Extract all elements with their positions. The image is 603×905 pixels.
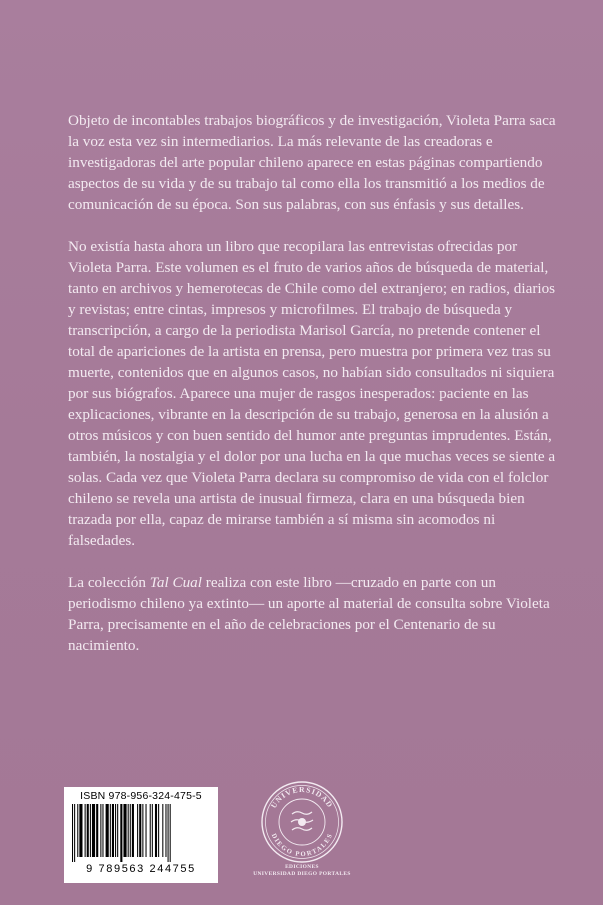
barcode-bar [87, 804, 89, 857]
barcode-bar [170, 804, 171, 862]
barcode-bar [112, 804, 114, 857]
barcode-bar [146, 804, 147, 857]
isbn-barcode [64, 787, 218, 883]
barcode-bars [70, 804, 212, 862]
seal-bottom-text: DIEGO PORTALES [269, 832, 335, 859]
barcode-bar [137, 804, 138, 857]
barcode-digits: 9 789563 244755 [86, 863, 196, 875]
barcode-bar [139, 804, 141, 857]
barcode-bar [92, 804, 95, 857]
barcode-bar [142, 804, 143, 857]
barcode-bar [150, 804, 151, 857]
paragraph-collection-start: La colección [68, 574, 150, 591]
barcode-bar [74, 804, 75, 862]
barcode-bar [152, 804, 153, 857]
barcode-bar [158, 804, 159, 857]
isbn-label: ISBN 978-956-324-475-5 [80, 790, 202, 802]
barcode-bar [130, 804, 131, 857]
barcode-bar [115, 804, 116, 857]
barcode-bar [168, 804, 169, 862]
barcode-bar [165, 804, 166, 857]
barcode-bar [106, 804, 109, 857]
barcode-bar [128, 804, 129, 857]
barcode-bar [72, 804, 73, 862]
barcode-bar [90, 804, 91, 857]
barcode-bar [120, 804, 122, 862]
paragraph-collection-end: realiza con este libro —cruzado en parte con un periodismo chileno ya extinto— un aporte al material de consulta sobre Violeta Parra, precisamente en el año de celebraciones por el Centenario de su nacimiento. [68, 574, 550, 654]
barcode-bar [110, 804, 111, 857]
barcode-bar [100, 804, 101, 857]
paragraph-interviews: No existía hasta ahora un libro que recopilara las entrevistas ofrecidas por Violeta Parra. Este volumen es el fruto de varios años de búsqueda de material, tanto en archivos y hemerotecas de Chile como del extranjero; en radios, diarios y revistas; entre cintas, impresos y microfilmes. El trabajo de búsqueda y transcripción, a cargo de la periodista Marisol García, no pretende contener el total de apariciones de la artista en prensa, pero muestra por primera vez tras su muerte, contenidos que en algunos casos, no habían sido consultados ni siquiera por sus biógrafos. Aparece una mujer de rasgos inesperados: paciente en las explicaciones, vibrante en la descripción de su trabajo, generosa en la alusión a otros músicos y con buen sentido del humor ante preguntas imprudentes. Están, también, la nostalgia y el dolor por una lucha en la que muchas veces se siente a solas. Cada vez que Violeta Parra declara su compromiso de vida con el folclor chileno se revela una artista de inusual firmeza, clara en una búsqueda bien trazada por ella, capaz de mirarse también a sí misma sin acomodos ni falsedades. [68, 238, 556, 549]
barcode-bar [117, 804, 118, 857]
barcode-bar [77, 804, 78, 857]
seal-top-text: UNIVERSIDAD [268, 784, 336, 810]
barcode-bar [123, 804, 126, 857]
back-cover-text [68, 110, 558, 677]
publisher-imprint [240, 864, 364, 878]
barcode-bar [162, 804, 163, 857]
publisher-line-2: UNIVERSIDAD DIEGO PORTALES [253, 871, 351, 877]
barcode-bar [102, 804, 103, 857]
paragraph-collection [68, 572, 558, 656]
barcode-bar [79, 804, 82, 857]
publisher-line-1: EDICIONES [285, 864, 319, 870]
collection-name: Tal Cual [149, 574, 202, 591]
barcode-bar [96, 804, 98, 857]
barcode-bar [85, 804, 86, 857]
barcode-bar [132, 804, 134, 857]
university-seal-icon [260, 780, 344, 864]
barcode-bar [155, 804, 157, 857]
paragraph-intro: Objeto de incontables trabajos biográficos y de investigación, Violeta Parra saca la voz esta vez sin intermediarios. La más relevante de las creadoras e investigadoras del arte popular chileno aparece en estas páginas compartiendo aspectos de su vida y de su trabajo tal como ella los transmitió a los medios de comunicación de su época. Son sus palabras, con sus énfasis y sus detalles. [68, 112, 556, 213]
